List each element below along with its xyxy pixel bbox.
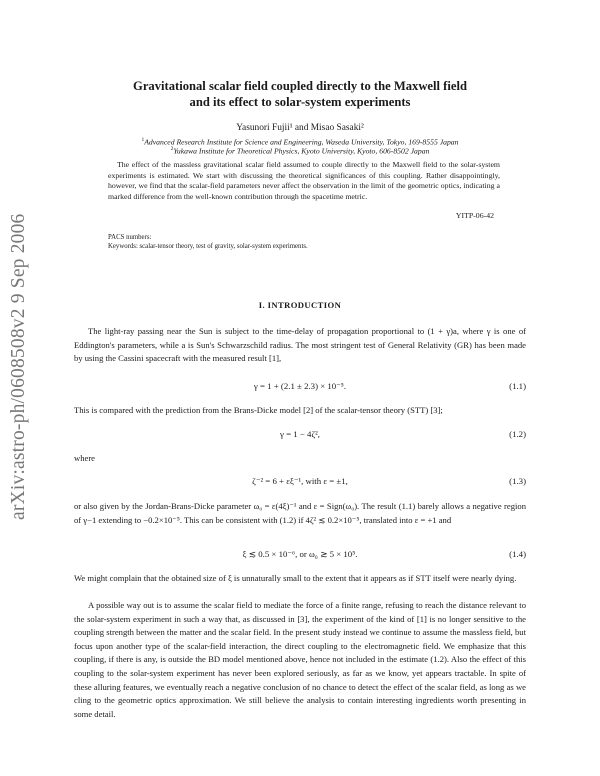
arxiv-identifier: arXiv:astro-ph/0608508v2 9 Sep 2006 xyxy=(8,213,29,520)
affiliation-2 xyxy=(0,146,600,156)
paragraph-4: or also given by the Jordan-Brans-Dicke parameter ω₀ = ε(4ξ)⁻¹ and ε = Sign(ω₀). The result (1.1) barely allows a negative region of γ−1 extending to −0.2×10⁻⁵. This can be consistent with (1.2) if 4ζ² ≲ 0.2×10⁻⁵, translated into ε = +1 and xyxy=(74,501,526,525)
authors: Yasunori Fujii¹ and Misao Sasaki² xyxy=(236,123,364,133)
affiliation-1-mark: 1 xyxy=(141,137,145,143)
equation-1-3 xyxy=(74,476,526,490)
equation-1-2-number: (1.2) xyxy=(509,429,526,439)
affiliation-2-mark: 2 xyxy=(170,146,174,152)
keywords: Keywords: scalar-tensor theory, test of gravity, solar-system experiments. xyxy=(108,243,308,250)
report-number: YITP-06-42 xyxy=(455,211,494,220)
section-heading: I. INTRODUCTION xyxy=(258,300,342,310)
paragraph-6: A possible way out is to assume the scalar field to mediate the force of a finite range, refusing to reach the distance relevant to the solar-system experiment in such a way that, as discussed in [3], the experiment of the kind of [1] is no longer sensitive to the coupling strength between the matter and the scalar field. In the present study instead we continue to assume the massless field, but focus upon another type of the scalar-field interaction, the direct coupling to the electromagnetic field. We emphasize that this coupling, if there is any, is outside the BD model mentioned above, hence not included in the estimate (1.2). Also the effect of this coupling to the solar-system experiment has never been explored seriously, as far as we know, yet appears tractable. In spite of these alluring features, we eventually reach a negative conclusion of no chance to detect the effect of the scalar field, as long as we cling to the geometric optics approximation. We still believe the analysis to contain interesting ingredients worth presenting in some detail. xyxy=(74,600,526,719)
equation-1-4-body: ξ ≲ 0.5 × 10⁻⁶, or ω₀ ≳ 5 × 10⁵. xyxy=(242,549,358,559)
equation-1-4-number: (1.4) xyxy=(509,549,526,559)
equation-1-1-body: γ = 1 + (2.1 ± 2.3) × 10⁻⁵. xyxy=(253,381,347,391)
title-line-2: and its effect to solar-system experiments xyxy=(189,94,411,109)
equation-1-3-number: (1.3) xyxy=(509,476,526,486)
affiliation-1-text: Advanced Research Institute for Science and Engineering, Waseda University, Tokyo, 169-8555 Japan xyxy=(144,137,459,147)
equation-1-3-body: ζ⁻² = 6 + εξ⁻¹, with ε = ±1, xyxy=(252,476,348,486)
equation-1-2-body: γ = 1 − 4ζ², xyxy=(280,429,320,439)
paragraph-3: where xyxy=(74,453,95,463)
equation-1-1 xyxy=(74,381,526,395)
title-line-1: Gravitational scalar field coupled directly to the Maxwell field xyxy=(133,79,467,93)
paper-title xyxy=(0,79,600,110)
equation-1-1-number: (1.1) xyxy=(509,381,526,391)
pacs-numbers: PACS numbers: xyxy=(108,234,152,241)
abstract: The effect of the massless gravitational scalar field assumed to couple directly to the Maxwell field to the solar-system experiments is estimated. We start with discussing the theoretical significances of this coupling. Rather disappointingly, however, we find that the scalar-field parameters never affect the observation in the limit of the geometric optics, indicating a marked difference from the well-known contribution through the spacetime metric. xyxy=(108,160,500,201)
paragraph-2: This is compared with the prediction from the Brans-Dicke model [2] of the scalar-tensor theory (STT) [3]; xyxy=(74,405,443,415)
paragraph-1: The light-ray passing near the Sun is subject to the time-delay of propagation proportional to (1 + γ)a, where γ is one of Eddington's parameters, while a is Sun's Schwarzschild radius. The most stringent test of General Relativity (GR) has been made by using the Cassini spacecraft with the measured result [1], xyxy=(74,326,526,364)
equation-1-4 xyxy=(74,549,526,563)
affiliation-2-text: Yukawa Institute for Theoretical Physics, Kyoto University, Kyoto, 606-8502 Japan xyxy=(173,146,430,156)
equation-1-2 xyxy=(74,429,526,443)
paragraph-5: We might complain that the obtained size of ξ is unnaturally small to the extent that it appears as if STT itself were nearly dying. xyxy=(74,573,517,583)
